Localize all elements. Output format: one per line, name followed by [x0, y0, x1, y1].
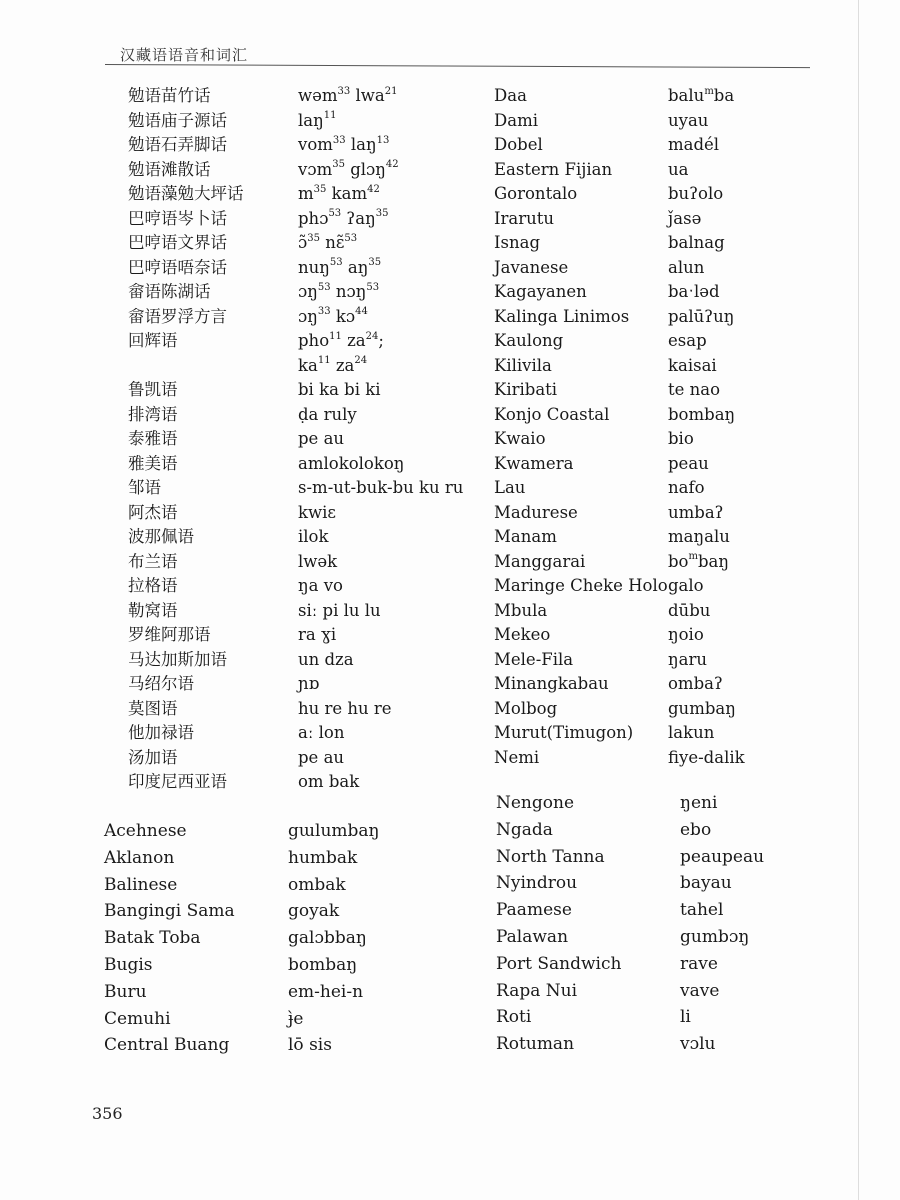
language-name: Mekeo	[494, 625, 551, 644]
language-name: Bugis	[104, 954, 153, 975]
page-number: 356	[92, 1104, 123, 1123]
language-name: 勉语苗竹话	[128, 86, 211, 105]
language-name: Konjo Coastal	[494, 404, 610, 424]
language-name: Ngada	[496, 819, 553, 840]
language-name: Molbog	[494, 698, 558, 718]
left-lower-language-column	[104, 818, 235, 1059]
word-form: bombaŋ	[668, 404, 736, 424]
language-name: 勒窝语	[128, 600, 178, 620]
word-form: maŋalu	[668, 527, 730, 546]
language-name: Port Sandwich	[496, 953, 622, 974]
word-form: $bo^mbaŋ$	[668, 551, 730, 571]
word-form: humbak	[288, 847, 358, 868]
language-name: 阿杰语	[128, 502, 178, 522]
language-name: Irarutu	[494, 208, 555, 228]
language-name: Kwamera	[494, 453, 574, 473]
language-name: 马绍尔语	[128, 674, 194, 693]
language-name: 他加禄语	[128, 723, 194, 742]
language-name: 巴哼语岑卜话	[128, 208, 227, 228]
language-name: North Tanna	[496, 846, 605, 867]
word-form: ŋoio	[668, 625, 704, 644]
word-form: alun	[668, 257, 705, 277]
word-form: fiye-dalik	[668, 747, 745, 767]
language-name: 汤加语	[128, 747, 178, 767]
language-name: 勉语滩散话	[128, 159, 211, 179]
right-lower-language-column	[496, 790, 621, 1058]
word-form: li	[680, 1007, 691, 1028]
left-lower-word-column	[288, 818, 379, 1059]
word-form: balu$^m$ba	[668, 85, 735, 105]
word-form: ombak	[288, 874, 346, 895]
word-form: lakun	[668, 723, 715, 742]
word-form: un dza	[298, 649, 354, 669]
word-form: dūbu	[668, 600, 711, 620]
word-form: laŋ$^{11}$	[298, 110, 337, 130]
word-form: ḍa ruly	[298, 404, 357, 424]
word-form: esap	[668, 331, 707, 350]
running-header: 汉藏语语音和词汇	[120, 46, 249, 64]
word-form: vave	[680, 980, 720, 1001]
language-name: Manam	[494, 527, 557, 546]
language-name: Nyindrou	[496, 873, 578, 894]
word-form: ra ɣi	[298, 625, 337, 644]
word-form: kaisai	[668, 355, 717, 375]
right-upper-word-column	[668, 84, 745, 770]
word-form: lwək	[298, 551, 338, 571]
language-name: 勉语藻勉大坪话	[128, 184, 244, 203]
language-name: Balinese	[104, 874, 178, 895]
word-form: kwiɛ	[298, 502, 336, 522]
language-name: 巴哼语文界话	[128, 233, 227, 252]
word-form: bi ka bi ki	[298, 380, 381, 399]
language-name: Mele-Fila	[494, 649, 574, 669]
word-form: gɯlumbaŋ	[288, 821, 380, 841]
word-form: peaupeau	[680, 846, 765, 867]
right-lower-word-column	[680, 790, 764, 1058]
language-name: Maringe Cheke Holo	[494, 576, 668, 595]
word-form: $ka^{11}$ $za^{24}$	[298, 355, 368, 375]
word-form: galɔbbaŋ	[288, 928, 367, 949]
word-form: gumbaŋ	[668, 698, 736, 718]
language-name: 畲语罗浮方言	[128, 306, 227, 326]
language-name: Kwaio	[494, 429, 546, 448]
word-form: ilok	[298, 527, 329, 546]
word-form: amlokolokoŋ	[298, 453, 405, 473]
language-name: 拉格语	[128, 576, 178, 595]
word-form: buʔolo	[668, 184, 724, 203]
language-name: Javanese	[494, 257, 569, 277]
word-form: pho$^{11}$ $za^{24}$;	[298, 330, 384, 350]
right-upper-language-column	[494, 84, 668, 770]
word-form: baˑləd	[668, 282, 720, 301]
word-form: ɔŋ$^{53}$ nɔŋ$^{53}$	[298, 281, 380, 301]
word-form: bio	[668, 429, 694, 448]
language-name: Nengone	[496, 793, 575, 813]
word-form: ebo	[680, 819, 712, 840]
language-name: Aklanon	[104, 847, 175, 868]
word-form: siː pi lu lu	[298, 600, 381, 620]
word-form: pe au	[298, 429, 345, 448]
language-name: 回辉语	[128, 331, 178, 350]
language-name: Kaulong	[494, 331, 564, 350]
language-name: Lau	[494, 478, 526, 497]
word-form: ŋeni	[680, 793, 718, 813]
word-form: palūʔuŋ	[668, 306, 735, 326]
language-name: 鲁凯语	[128, 380, 178, 399]
language-name: Kilivila	[494, 355, 552, 375]
language-name: 勉语石弄脚话	[128, 135, 227, 154]
language-name: 马达加斯加语	[128, 649, 227, 669]
header-rule	[105, 64, 810, 68]
language-name: Paamese	[496, 900, 572, 921]
language-name: 莫图语	[128, 698, 178, 718]
language-name: Isnag	[494, 233, 541, 252]
language-name: Buru	[104, 981, 147, 1002]
language-name: 邹语	[128, 478, 161, 497]
language-name: Gorontalo	[494, 184, 578, 203]
language-name: Bangingi Sama	[104, 901, 235, 922]
language-name: Acehnese	[104, 821, 187, 841]
word-form: ŋa vo	[298, 576, 343, 595]
word-form: phɔ$^{53}$ ʔaŋ$^{35}$	[298, 208, 389, 228]
word-form: madél	[668, 135, 720, 154]
language-name: 雅美语	[128, 453, 178, 473]
word-form: ɔ̃$^{35}$ nɛ̃$^{53}$	[298, 232, 358, 252]
word-form: nuŋ$^{53}$ $aŋ^{35}$	[298, 257, 382, 277]
word-form: uyau	[668, 110, 709, 130]
left-upper-language-column	[128, 84, 244, 795]
page-gutter-shadow	[858, 0, 859, 1200]
word-form: te nao	[668, 380, 721, 399]
word-form: ua	[668, 159, 689, 179]
language-name: Kagayanen	[494, 282, 587, 301]
language-name: Kalinga Linimos	[494, 306, 630, 326]
word-form: vom$^{33}$ laŋ$^{13}$	[298, 134, 390, 154]
word-form: hu re hu re	[298, 698, 392, 718]
word-form: $m^{35}$ kam$^{42}$	[298, 183, 380, 203]
language-name: Cemuhi	[104, 1008, 171, 1029]
language-name: Nemi	[494, 747, 540, 767]
language-name: Dami	[494, 110, 538, 130]
language-name: Palawan	[496, 926, 569, 947]
word-form: goyak	[288, 901, 340, 922]
language-name: 泰雅语	[128, 429, 178, 448]
language-name: Dobel	[494, 135, 543, 154]
word-form: nafo	[668, 478, 705, 497]
language-name: 畲语陈湖话	[128, 282, 211, 301]
word-form: ǰasə	[668, 208, 702, 228]
word-form: ɟ̀e	[288, 1008, 304, 1029]
word-form: peau	[668, 453, 709, 473]
left-upper-word-column	[298, 84, 463, 795]
language-name: 波那佩语	[128, 527, 194, 546]
language-name: 巴哼语唔奈话	[128, 257, 227, 277]
word-form: bayau	[680, 873, 732, 894]
word-form: ɔŋ$^{33}$ kɔ$^{44}$	[298, 306, 368, 326]
language-name: Manggarai	[494, 551, 586, 571]
word-form: em-hei-n	[288, 981, 364, 1002]
word-form: ŋaru	[668, 649, 707, 669]
language-name: Central Buang	[104, 1035, 230, 1056]
language-name	[128, 354, 244, 379]
word-form: gumbɔŋ	[680, 926, 750, 947]
language-name: 勉语庙子源话	[128, 110, 227, 130]
word-form: s-m-ut-buk-bu ku ru	[298, 478, 464, 497]
language-name: Batak Toba	[104, 928, 201, 949]
word-form: vɔlu	[680, 1034, 716, 1055]
language-name: 印度尼西亚语	[128, 772, 227, 791]
word-form: aː lon	[298, 723, 345, 742]
language-name: Rapa Nui	[496, 980, 578, 1001]
language-name: Minangkabau	[494, 674, 609, 693]
word-form: galo	[668, 576, 704, 595]
word-form: tahel	[680, 900, 724, 921]
language-name: Daa	[494, 86, 527, 105]
word-form: ombaʔ	[668, 674, 723, 693]
language-name: Eastern Fijian	[494, 159, 613, 179]
word-form: umbaʔ	[668, 502, 724, 522]
language-name: 罗维阿那语	[128, 625, 211, 644]
language-name: Roti	[496, 1007, 532, 1028]
word-form: om bak	[298, 772, 360, 791]
language-name: 排湾语	[128, 404, 178, 424]
language-name: Murut(Timugon)	[494, 723, 634, 742]
language-name: Madurese	[494, 502, 578, 522]
language-name: 布兰语	[128, 551, 178, 571]
word-form: bombaŋ	[288, 954, 358, 975]
word-form: balnag	[668, 233, 725, 252]
word-form: rave	[680, 953, 718, 974]
word-form: wəm$^{33}$ lwa$^{21}$	[298, 85, 398, 105]
language-name: Kiribati	[494, 380, 558, 399]
word-form: vɔm$^{35}$ glɔŋ$^{42}$	[298, 159, 399, 179]
word-form: lō sis	[288, 1035, 332, 1056]
language-name: Rotuman	[496, 1034, 575, 1055]
word-form: ɲɒ	[298, 674, 320, 693]
word-form: pe au	[298, 747, 345, 767]
language-name: Mbula	[494, 600, 548, 620]
